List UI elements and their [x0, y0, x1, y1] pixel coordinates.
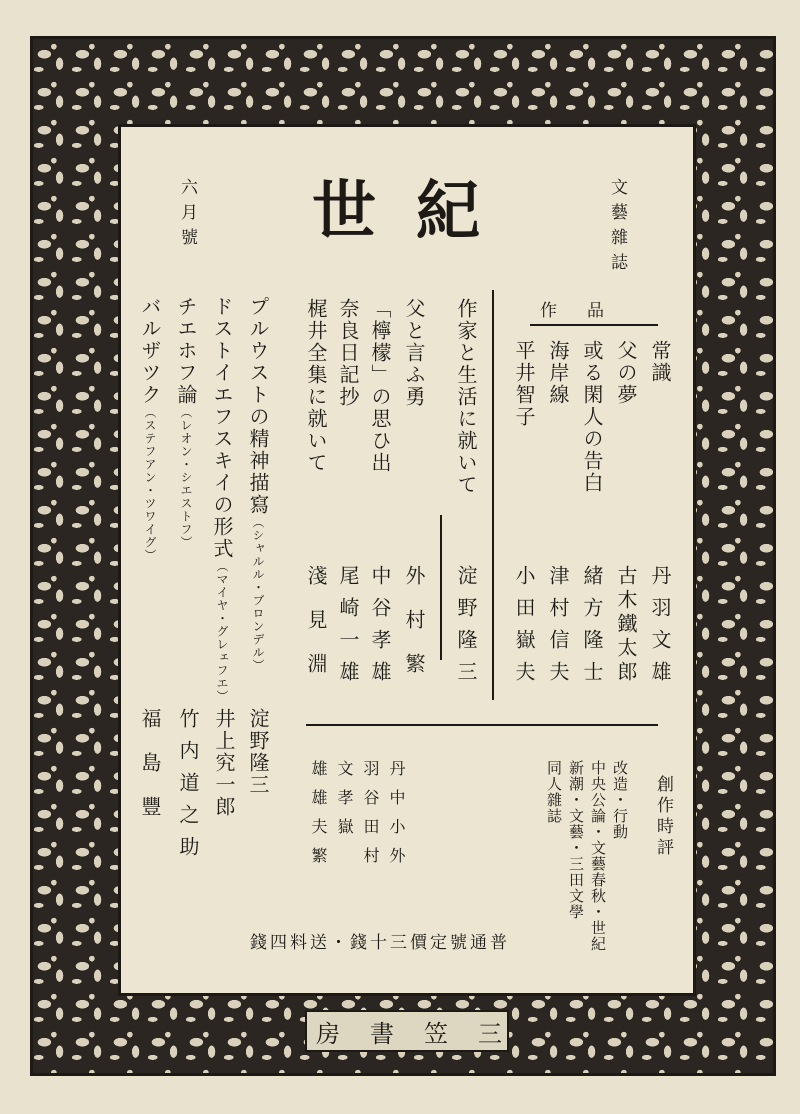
reviewer-row: 丹中小外	[387, 760, 406, 876]
essay-author: 淺見淵	[304, 565, 328, 697]
essay-title: 梶井全集に就いて	[304, 298, 328, 474]
work-author: 津村信夫	[546, 565, 570, 693]
critique-line: 中央公論・文藝春秋・世紀	[589, 760, 607, 952]
publisher-label: 文藝雜誌	[607, 178, 627, 278]
work-title: 常識	[648, 340, 672, 384]
work-title: 父の夢	[614, 340, 638, 406]
issue-label: 六月號	[177, 178, 197, 253]
work-author: 小田嶽夫	[512, 565, 536, 693]
essay-title: 奈良日記抄	[336, 298, 360, 408]
essay-author: 中谷孝雄	[368, 565, 392, 693]
essay-author: 尾崎一雄	[336, 565, 360, 693]
work-title: 平井智子	[512, 340, 536, 428]
critique-label: 創作時評	[653, 775, 673, 859]
publisher-name: 三笠書房	[316, 1020, 532, 1048]
reviewer-row: 雄雄夫繁	[309, 760, 328, 876]
price-line: 普通號定價三十錢・送料四錢	[250, 933, 510, 953]
essay-author: 外村繁	[402, 565, 426, 697]
translation-title: ドストイエフスキイの形式（マイヤ・グレェフエ）	[210, 296, 234, 703]
work-author: 丹羽文雄	[648, 565, 672, 693]
critique-line: 同人雜誌	[545, 760, 563, 824]
translation-title: プルウストの精神描寫（シャルル・ブロンデル）	[246, 296, 270, 672]
translator: 淀野隆三	[246, 708, 270, 796]
work-author: 緒方隆士	[580, 565, 604, 693]
work-author: 古木鐵太郎	[614, 565, 638, 685]
essay-title: 「檸檬」の思ひ出	[368, 298, 392, 474]
sakuhin-underline	[530, 324, 658, 326]
translation-title: バルザツク（ステフアン・ツワイグ）	[138, 296, 162, 562]
work-title: 或る閑人の告白	[580, 340, 604, 494]
section-label-sakuhin: 作品	[540, 301, 634, 321]
translator: 井上究一郎	[212, 708, 236, 818]
reviewer-row: 羽谷田村	[361, 760, 380, 876]
column-divider	[440, 515, 442, 660]
column-divider	[492, 290, 494, 700]
reviewer-row: 文孝嶽	[335, 760, 354, 847]
essay-title: 父と言ふ勇	[402, 298, 426, 408]
critique-line: 改造・行動	[611, 760, 629, 840]
translator: 竹内道之助	[176, 708, 200, 868]
translation-title: チエホフ論（レオン・シエストフ）	[174, 296, 198, 549]
critique-line: 新潮・文藝・三田文學	[567, 760, 585, 920]
work-title: 海岸線	[546, 340, 570, 406]
critique-divider	[306, 724, 658, 726]
essay-title: 作家と生活に就いて	[454, 298, 478, 496]
translator: 福島豐	[138, 708, 162, 840]
essay-author: 淀野隆三	[454, 565, 478, 693]
page-title: 世紀	[312, 174, 520, 249]
